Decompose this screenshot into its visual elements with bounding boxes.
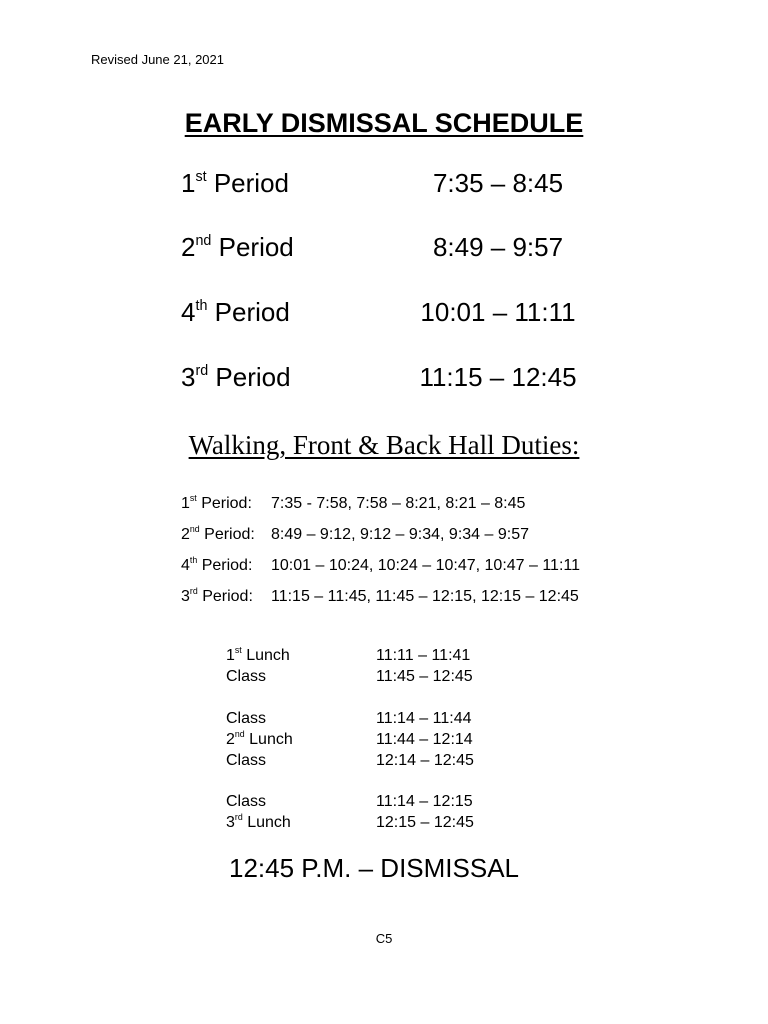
- period-row: [0, 362, 768, 398]
- lunch-row: [226, 668, 473, 688]
- period-row: [0, 168, 768, 204]
- duty-times: 11:15 – 11:45, 11:45 – 12:15, 12:15 – 12:45: [271, 588, 579, 605]
- page-title: EARLY DISMISSAL SCHEDULE: [184, 108, 584, 138]
- period-time: 11:15 – 12:45: [419, 362, 577, 392]
- lunch-label: Class: [226, 710, 267, 727]
- period-label: 2nd Period: [181, 232, 294, 262]
- lunch-row: [226, 814, 474, 834]
- lunch-label: 3rd Lunch: [226, 812, 291, 831]
- period-time: 7:35 – 8:45: [432, 168, 564, 198]
- lunch-time: 11:11 – 11:41: [376, 647, 471, 664]
- duty-label: 1st Period:: [181, 493, 252, 512]
- lunch-time: 12:15 – 12:45: [376, 814, 474, 831]
- duty-label: 4th Period:: [181, 555, 253, 574]
- lunch-label: Class: [226, 752, 267, 769]
- duty-times: 7:35 - 7:58, 7:58 – 8:21, 8:21 – 8:45: [271, 495, 526, 512]
- lunch-time: 11:14 – 11:44: [376, 710, 472, 727]
- lunch-time: 11:14 – 12:15: [376, 793, 473, 810]
- lunch-label: Class: [226, 668, 267, 685]
- period-time: 10:01 – 11:11: [420, 297, 576, 327]
- lunch-label: 2nd Lunch: [226, 729, 293, 748]
- duty-times: 8:49 – 9:12, 9:12 – 9:34, 9:34 – 9:57: [271, 526, 529, 543]
- period-label: 3rd Period: [181, 362, 291, 392]
- lunch-row: [226, 647, 470, 667]
- duty-row: [181, 557, 580, 579]
- revised-date: Revised June 21, 2021: [91, 52, 224, 67]
- period-row: [0, 297, 768, 333]
- period-label: 1st Period: [181, 168, 289, 198]
- lunch-label: 1st Lunch: [226, 645, 290, 664]
- lunch-row: [226, 731, 473, 751]
- duty-row: [181, 588, 579, 610]
- lunch-time: 11:44 – 12:14: [376, 731, 473, 748]
- duty-label: 2nd Period:: [181, 524, 255, 543]
- duties-heading: Walking, Front & Back Hall Duties:: [188, 430, 580, 460]
- period-label: 4th Period: [181, 297, 290, 327]
- lunch-row: [226, 752, 474, 772]
- duty-label: 3rd Period:: [181, 586, 253, 605]
- dismissal-time: 12:45 P.M. – DISMISSAL: [229, 853, 519, 883]
- lunch-time: 12:14 – 12:45: [376, 752, 474, 769]
- duty-times: 10:01 – 10:24, 10:24 – 10:47, 10:47 – 11:11: [271, 557, 581, 574]
- lunch-time: 11:45 – 12:45: [376, 668, 473, 685]
- period-row: [0, 232, 768, 268]
- lunch-row: [226, 793, 473, 813]
- duty-row: [181, 526, 529, 548]
- period-time: 8:49 – 9:57: [432, 232, 564, 262]
- lunch-label: Class: [226, 793, 267, 810]
- lunch-row: [226, 710, 472, 730]
- duty-row: [181, 495, 525, 517]
- page-code: C5: [375, 931, 393, 946]
